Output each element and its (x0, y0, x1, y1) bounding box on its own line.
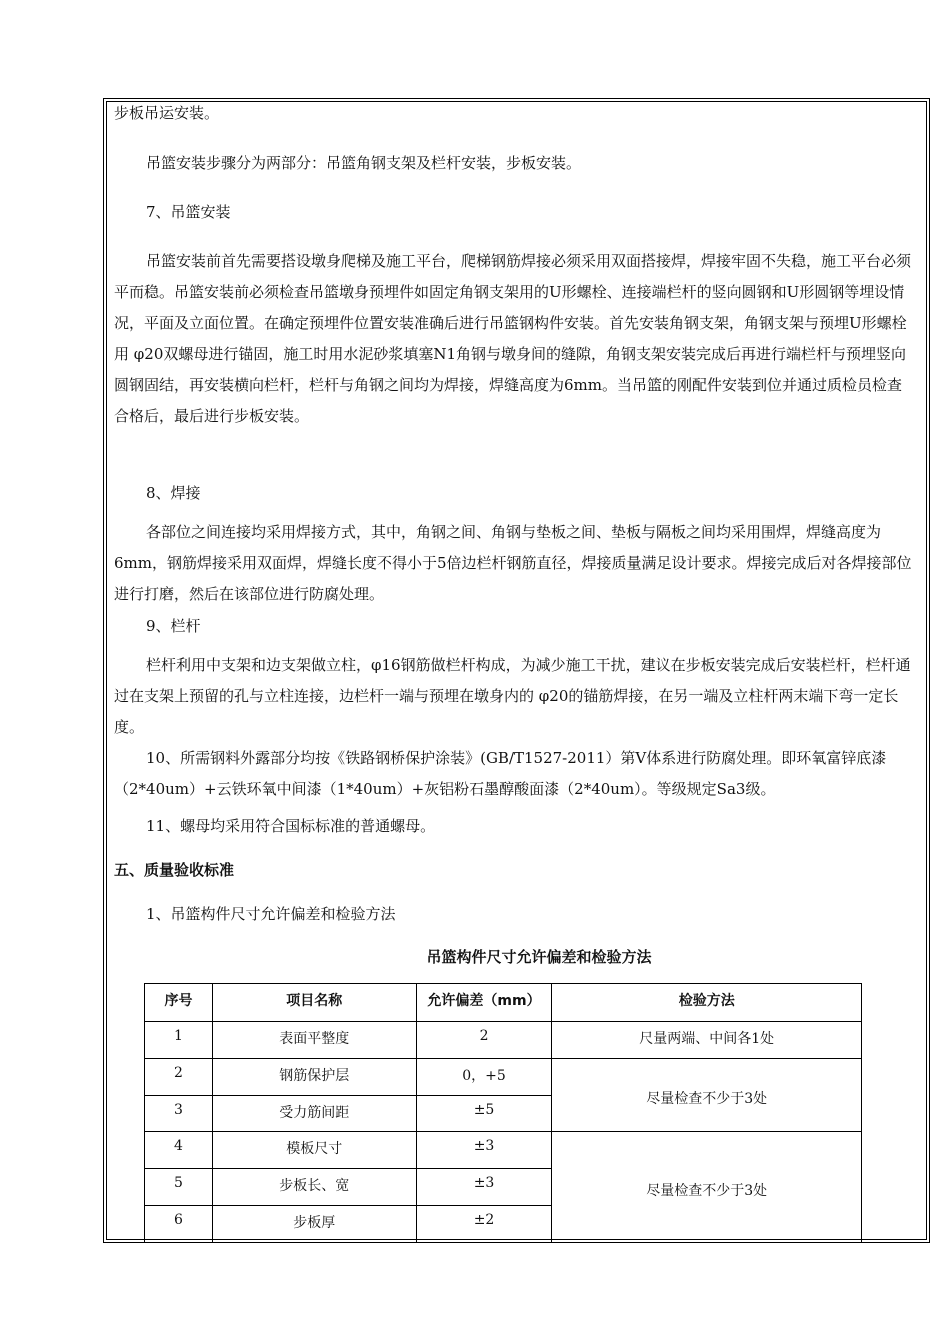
cell-index: 6 (145, 1206, 213, 1243)
table-row (145, 1059, 862, 1096)
paragraph-anticorrosion: 10、所需钢料外露部分均按《铁路钢桥保护涂装》(GB/T1527-2011）第Ⅴ体系进行防腐处理。即环氧富锌底漆（2*40um）+云铁环氧中间漆（1*40um）+灰铝粉石墨醇酸面漆（2*40um）。等级规定Sa3级。 (114, 749, 887, 798)
paragraph-continued: 步板吊运安装。 (114, 104, 220, 122)
header-tolerance: 允许偏差（mm） (416, 984, 552, 1022)
heading-9: 9、栏杆 (146, 617, 201, 635)
cell-tolerance: 2 (416, 1022, 552, 1059)
cell-method-merged: 尽量检查不少于3处 (552, 1132, 862, 1243)
paragraph-steps: 吊篮安装步骤分为两部分：吊篮角钢支架及栏杆安装，步板安装。 (146, 154, 582, 172)
table-caption: 吊篮构件尺寸允许偏差和检验方法 (426, 948, 652, 966)
heading-7: 7、吊篮安装 (146, 203, 231, 221)
cell-index: 4 (145, 1132, 213, 1169)
cell-item: 钢筋保护层 (212, 1059, 416, 1096)
cell-item: 受力筋间距 (212, 1096, 416, 1132)
cell-index: 1 (145, 1022, 213, 1059)
header-index: 序号 (145, 984, 213, 1022)
header-item: 项目名称 (212, 984, 416, 1022)
paragraph-nuts: 11、螺母均采用符合国标标准的普通螺母。 (146, 817, 436, 835)
paragraph-railing: 栏杆利用中支架和边支架做立柱，φ16钢筋做栏杆构成，为减少施工干扰，建议在步板安装完成后安装栏杆，栏杆通过在支架上预留的孔与立柱连接，边栏杆一端与预埋在墩身内的 φ20的锚筋焊接，在另一端及立柱杆两末端下弯一定长度。 (114, 656, 911, 736)
table-row (145, 1022, 862, 1059)
cell-index: 2 (145, 1059, 213, 1096)
cell-item: 模板尺寸 (212, 1132, 416, 1169)
subheading-tolerance: 1、吊篮构件尺寸允许偏差和检验方法 (146, 905, 396, 923)
cell-method-merged: 尽量检查不少于3处 (552, 1059, 862, 1132)
cell-method: 尺量两端、中间各1处 (552, 1022, 862, 1059)
paragraph-welding: 各部位之间连接均采用焊接方式，其中，角钢之间、角钢与垫板之间、垫板与隔板之间均采用围焊，焊缝高度为6mm，钢筋焊接采用双面焊，焊缝长度不得小于5倍边栏杆钢筋直径，焊接质量满足设计要求。焊接完成后对各焊接部位进行打磨，然后在该部位进行防腐处理。 (114, 523, 912, 603)
cell-tolerance: ±2 (416, 1206, 552, 1243)
cell-item: 步板厚 (212, 1206, 416, 1243)
cell-index: 5 (145, 1169, 213, 1206)
cell-tolerance: ±3 (416, 1169, 552, 1206)
cell-item: 步板长、宽 (212, 1169, 416, 1206)
paragraph-basket-install: 吊篮安装前首先需要搭设墩身爬梯及施工平台，爬梯钢筋焊接必须采用双面搭接焊，焊接牢固不失稳，施工平台必须平而稳。吊篮安装前必须检查吊篮墩身预埋件如固定角钢支架用的U形螺栓、连接端栏杆的竖向圆钢和U形圆钢等埋设情况，平面及立面位置。在确定预埋件位置安装准确后进行吊篮钢构件安装。首先安装角钢支架，角钢支架与预埋U形螺栓用 φ20双螺母进行锚固，施工时用水泥砂浆填塞N1角钢与墩身间的缝隙，角钢支架安装完成后再进行端栏杆与预埋竖向圆钢固结，再安装横向栏杆，栏杆与角钢之间均为焊接，焊缝高度为6mm。当吊篮的刚配件安装到位并通过质检员检查合格后，最后进行步板安装。 (114, 252, 912, 425)
cell-tolerance: ±3 (416, 1132, 552, 1169)
table-header-row (145, 984, 862, 1022)
tolerance-table (144, 983, 862, 1243)
cell-tolerance: ±5 (416, 1096, 552, 1132)
header-method: 检验方法 (552, 984, 862, 1022)
cell-tolerance: 0，+5 (416, 1059, 552, 1096)
heading-8: 8、焊接 (146, 484, 201, 502)
section-title-quality: 五、质量验收标准 (114, 861, 235, 879)
table-row (145, 1132, 862, 1169)
cell-index: 3 (145, 1096, 213, 1132)
cell-item: 表面平整度 (212, 1022, 416, 1059)
